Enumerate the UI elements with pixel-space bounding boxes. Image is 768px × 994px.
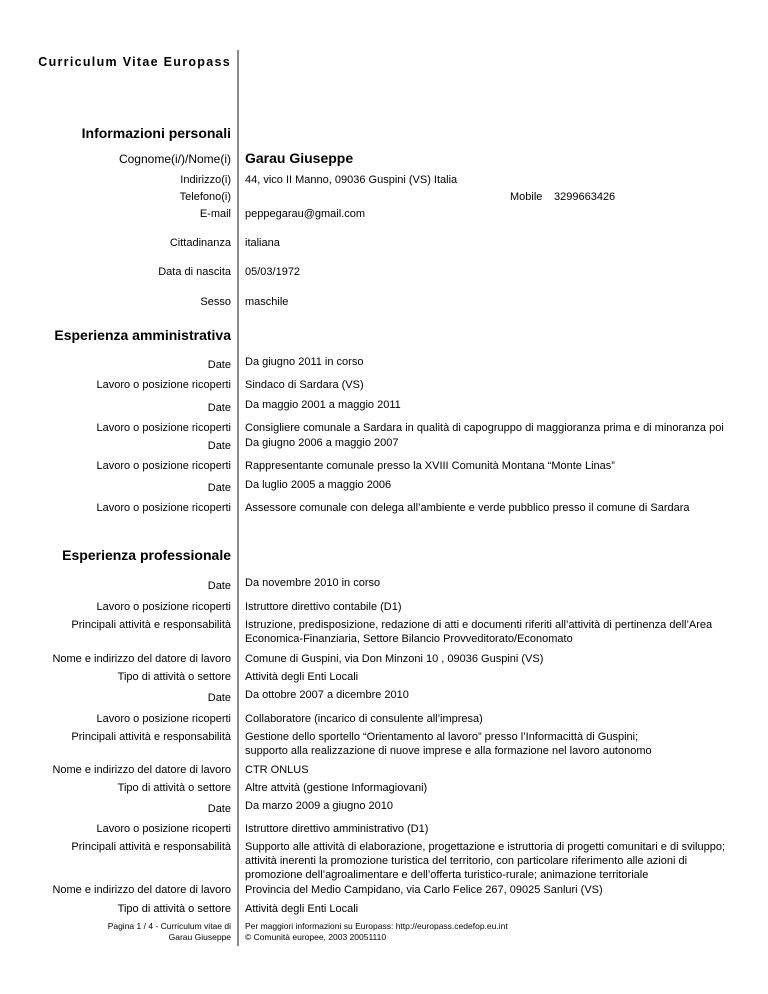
prof-sector: Attività degli Enti Locali	[245, 671, 359, 683]
footer-page-info	[108, 921, 231, 943]
admin-date-label: Date	[207, 482, 231, 494]
admin-date-label: Date	[207, 440, 231, 452]
admin-date: Da giugno 2006 a maggio 2007	[245, 437, 399, 449]
document-title: Curriculum Vitae Europass	[38, 55, 231, 69]
admin-date: Da luglio 2005 a maggio 2006	[245, 479, 392, 491]
prof-sector-label: Tipo di attività o settore	[117, 671, 231, 683]
admin-date-label: Date	[207, 402, 231, 414]
footer-link-line[interactable]: Per maggiori informazioni su Europass: http://europass.cedefop.eu.int	[245, 921, 508, 931]
footer-page-line: Pagina 1 / 4 - Curriculum vitae di	[107, 921, 231, 931]
prof-activities-line: Gestione dello sportello “Orientamento al lavoro” presso l’Informacittà di Guspini;	[245, 731, 639, 743]
prof-date: Da ottobre 2007 a dicembre 2010	[245, 689, 409, 701]
admin-role-label: Lavoro o posizione ricoperti	[96, 422, 231, 434]
prof-activities-line: supporto alla realizzazione di nuove imprese e alla formazione nel lavoro autonomo	[245, 745, 652, 757]
citizenship-label: Cittadinanza	[169, 237, 231, 249]
section-heading-professional: Esperienza professionale	[62, 547, 231, 563]
prof-role: Istruttore direttivo amministrativo (D1)	[245, 823, 429, 835]
prof-date: Da marzo 2009 a giugno 2010	[245, 800, 393, 812]
prof-activities-label: Principali attività e responsabilità	[71, 731, 231, 743]
prof-sector: Altre attvità (gestione Informagiovani)	[245, 782, 428, 794]
email-value[interactable]: peppegarau@gmail.com	[245, 208, 366, 220]
section-heading-admin: Esperienza amministrativa	[54, 327, 231, 343]
sex-value: maschile	[245, 296, 289, 308]
prof-role-label: Lavoro o posizione ricoperti	[96, 713, 231, 725]
prof-employer: Provincia del Medio Campidano, via Carlo Felice 267, 09025 Sanluri (VS)	[245, 884, 603, 896]
prof-role-label: Lavoro o posizione ricoperti	[96, 601, 231, 613]
prof-activities-line: promozione dell’agroalimentare e dell’offerta turistico-rurale; animazione territoriale	[245, 869, 649, 881]
prof-employer-label: Nome e indirizzo del datore di lavoro	[52, 884, 231, 896]
prof-role: Istruttore direttivo contabile (D1)	[245, 601, 402, 613]
admin-date: Da maggio 2001 a maggio 2011	[245, 399, 401, 411]
prof-activities-label: Principali attività e responsabilità	[71, 841, 231, 853]
footer-author-line: Garau Giuseppe	[168, 932, 231, 942]
address-label: Indirizzo(i)	[180, 174, 231, 186]
prof-date: Da novembre 2010 in corso	[245, 577, 381, 589]
footer-europass-info	[245, 921, 508, 943]
mobile-value: 3299663426	[554, 191, 616, 203]
prof-date-label: Date	[207, 580, 231, 592]
admin-role: Rappresentante comunale presso la XVIII Comunità Montana “Monte Linas”	[245, 460, 615, 472]
address-value: 44, vico II Manno, 09036 Guspini (VS) Italia	[245, 174, 458, 186]
mobile-label: Mobile	[510, 191, 543, 203]
admin-role-label: Lavoro o posizione ricoperti	[96, 502, 231, 514]
admin-role-label: Lavoro o posizione ricoperti	[96, 460, 231, 472]
admin-role: Consigliere comunale a Sardara in qualità di capogruppo di maggioranza prima e di minoranza poi	[245, 422, 724, 434]
admin-date-label: Date	[207, 359, 231, 371]
full-name: Garau Giuseppe	[245, 150, 354, 166]
email-label: E-mail	[199, 208, 231, 220]
footer-copyright-line: © Comunità europee, 2003 20051110	[245, 932, 387, 942]
prof-role-label: Lavoro o posizione ricoperti	[96, 823, 231, 835]
admin-role-label: Lavoro o posizione ricoperti	[96, 379, 231, 391]
prof-employer: Comune di Guspini, via Don Minzoni 10 , 09036 Guspini (VS)	[245, 653, 544, 665]
prof-sector: Attività degli Enti Locali	[245, 903, 359, 915]
prof-sector-label: Tipo di attività o settore	[117, 903, 231, 915]
prof-activities-label: Principali attività e responsabilità	[71, 619, 231, 631]
section-heading-personal: Informazioni personali	[81, 125, 231, 141]
admin-date: Da giugno 2011 in corso	[245, 356, 364, 368]
prof-activities-line: attività inerenti la promozione turistica del territorio, con particolare riferimento alle azioni di	[245, 855, 688, 867]
admin-role: Sindaco di Sardara (VS)	[245, 379, 364, 391]
prof-employer-label: Nome e indirizzo del datore di lavoro	[52, 764, 231, 776]
prof-employer-label: Nome e indirizzo del datore di lavoro	[52, 653, 231, 665]
prof-role: Collaboratore (incarico di consulente all’impresa)	[245, 713, 483, 725]
prof-activities-line: Istruzione, predisposizione, redazione di atti e documenti riferiti all’attività di pertinenza dell’Area	[245, 619, 713, 631]
column-divider	[237, 50, 239, 946]
prof-employer: CTR ONLUS	[245, 764, 309, 776]
phone-label: Telefono(i)	[179, 191, 231, 203]
citizenship-value: italiana	[245, 237, 280, 249]
prof-date-label: Date	[207, 803, 231, 815]
admin-role: Assessore comunale con delega all’ambiente e verde pubblico presso il comune di Sardara	[245, 502, 690, 514]
sex-label: Sesso	[200, 296, 231, 308]
prof-sector-label: Tipo di attività o settore	[117, 782, 231, 794]
prof-activities-line: Economica-Finanziaria, Settore Bilancio Provveditorato/Economato	[245, 633, 573, 645]
birth-label: Data di nascita	[158, 266, 231, 278]
name-label: Cognome(i/)/Nome(i)	[118, 152, 231, 166]
prof-activities-line: Supporto alle attività di elaborazione, progettazione e istruttoria di progetti comunitari e di sviluppo;	[245, 841, 725, 853]
birth-value: 05/03/1972	[245, 266, 301, 278]
prof-date-label: Date	[207, 692, 231, 704]
